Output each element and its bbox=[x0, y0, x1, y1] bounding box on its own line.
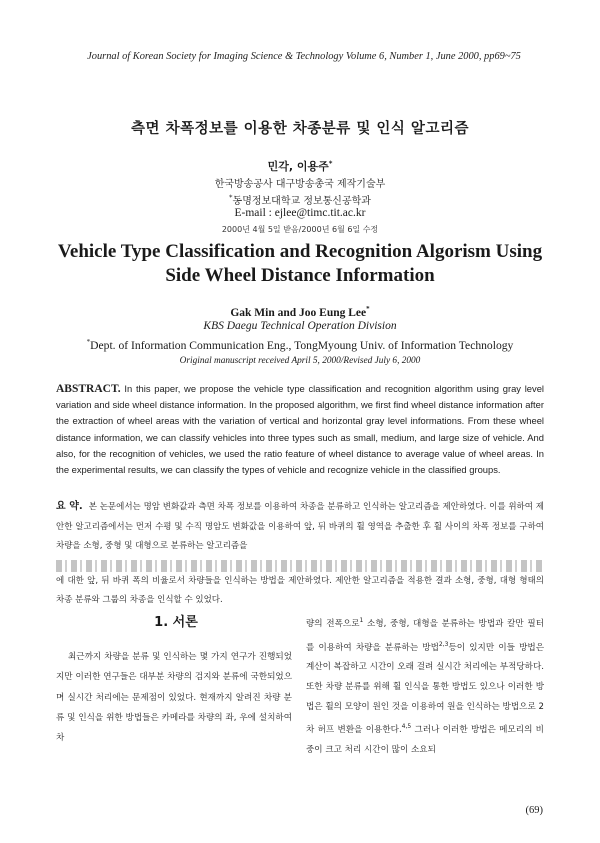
citation-ref-3: 4,5 bbox=[401, 723, 412, 731]
body-column-left bbox=[56, 647, 292, 748]
abstract-english-text: In this paper, we propose the vehicle type classification and recognition algorithm using gray level variation and side wheel distance information. In the proposed algorithm, we first find wheel distance information after the extraction of wheel areas with the variation of vertical and horizontal gray level informations. From these wheel distance information, we can classify vehicles into three types such as small, medium, and large size of vehicle. And also, for the recognition of vehicles, we used the ratio feature of wheel distance to average value of wheel areas. In the experimental results, we can classify the types of vehicle and recognize vehicle in the classified groups. bbox=[56, 383, 545, 476]
body-right-text-3: 등이 있지만 이들 방법은 계산이 복잡하고 시간이 오래 걸려 실시간 처리에는 부적당하다. 또한 차량 분류를 위해 휠 인식을 통한 방법도 있으나 이러한 방법은 휠의 모양이 원인 것을 이용하여 원을 인식하는 방법으로 2차 허프 변환을 이용한다. bbox=[306, 642, 544, 736]
affiliation-english-1: KBS Daegu Technical Operation Division bbox=[203, 320, 397, 332]
citation-ref-2: 2,3 bbox=[438, 640, 449, 648]
section-title-introduction: 1. 서론 bbox=[154, 615, 198, 630]
body-right-text-2: 소형, 중형, 대형을 분류하는 방법과 칼만 필터를 이용하여 차량을 분류하는 방법 bbox=[306, 618, 545, 653]
authors-english-names: Gak Min and Joo Eung Lee bbox=[230, 306, 367, 319]
authors-english bbox=[0, 305, 600, 319]
authors-korean-names: 민각, 이용주 bbox=[267, 160, 329, 173]
authors-english-mark: * bbox=[366, 305, 370, 313]
abstract-korean-text-a: 본 논문에서는 명암 변화값과 측면 차폭 정보를 이용하여 차종을 분류하고 인식하는 알고리즘을 제안하였다. 이를 위하여 제안한 알고리즘에서는 먼저 수평 및 수직 명암도 변화값을 이용하여 앞, 뒤 바퀴의 휠 영역을 추출한 후 휠 사이의 차폭 정보를 구하여 차량을 소형, 중형 및 대형으로 분류하는 알고리즘을 bbox=[56, 502, 544, 551]
journal-header: Journal of Korean Society for Imaging Science & Technology Volume 6, Number 1, June 2000, pp69~75 bbox=[87, 51, 521, 62]
abstract-english bbox=[56, 381, 544, 478]
received-date-english: Original manuscript received April 5, 2000/Revised July 6, 2000 bbox=[179, 356, 421, 366]
affiliation-korean-2-text: 동명정보대학교 정보통신공학과 bbox=[232, 196, 371, 207]
abstract-korean bbox=[56, 497, 544, 611]
illegible-line bbox=[56, 560, 544, 572]
citation-ref-1: 1 bbox=[359, 617, 364, 624]
authors-korean bbox=[0, 158, 600, 174]
page-number: (69) bbox=[525, 805, 543, 816]
affiliation-english-2 bbox=[0, 338, 600, 352]
abstract-korean-text-b: 에 대한 앞, 뒤 바퀴 폭의 비율로서 차량들을 인식하는 방법을 제안하였다. 제안한 알고리즘을 적용한 결과 소형, 중형, 대형 형태의 차종 분류와 그룹의 차종을 인식할 수 있었다. bbox=[56, 575, 544, 605]
body-column-right bbox=[306, 611, 544, 761]
body-right-text-4: 그러나 이러한 방법은 메모리의 비중이 크고 처리 시간이 많이 소요되 bbox=[306, 725, 544, 755]
affiliation-korean-2 bbox=[0, 192, 600, 207]
received-date-korean: 2000년 4월 5일 받음/2000년 6월 6일 수정 bbox=[221, 225, 379, 234]
title-english-line-2: Side Wheel Distance Information bbox=[165, 265, 435, 286]
title-english bbox=[0, 240, 600, 288]
affiliation-korean-1: 한국방송공사 대구방송총국 제작기술부 bbox=[214, 179, 386, 190]
body-paragraph-left: 최근까지 차량을 분류 및 인식하는 몇 가지 연구가 진행되었지만 이러한 연구들은 대부분 차량의 검지와 분류에 국한되었으며 실시간 처리에는 문제점이 있었다. 현재까지 알려진 차량 분류 및 인식을 위한 방법들은 카메라를 차량의 좌, 우에 설치하여 차 bbox=[56, 652, 292, 744]
title-english-line-1: Vehicle Type Classification and Recognition Algorism Using bbox=[57, 241, 543, 262]
abstract-english-label: ABSTRACT. bbox=[56, 383, 121, 395]
authors-korean-mark: * bbox=[328, 159, 333, 168]
abstract-korean-label: 요 약. bbox=[56, 501, 83, 512]
author-email: E-mail : ejlee@timc.tit.ac.kr bbox=[234, 207, 366, 219]
affiliation-english-2-text: Dept. of Information Communication Eng., TongMyoung Univ. of Information Technology bbox=[90, 338, 514, 352]
body-right-text-1: 량의 전폭으로 bbox=[306, 618, 360, 629]
affiliation-english-2-mark: * bbox=[86, 338, 91, 346]
affiliation-korean-2-mark: * bbox=[229, 193, 233, 202]
body-paragraph-right bbox=[306, 611, 544, 761]
title-korean: 측면 차폭정보를 이용한 차종분류 및 인식 알고리즘 bbox=[131, 121, 469, 137]
